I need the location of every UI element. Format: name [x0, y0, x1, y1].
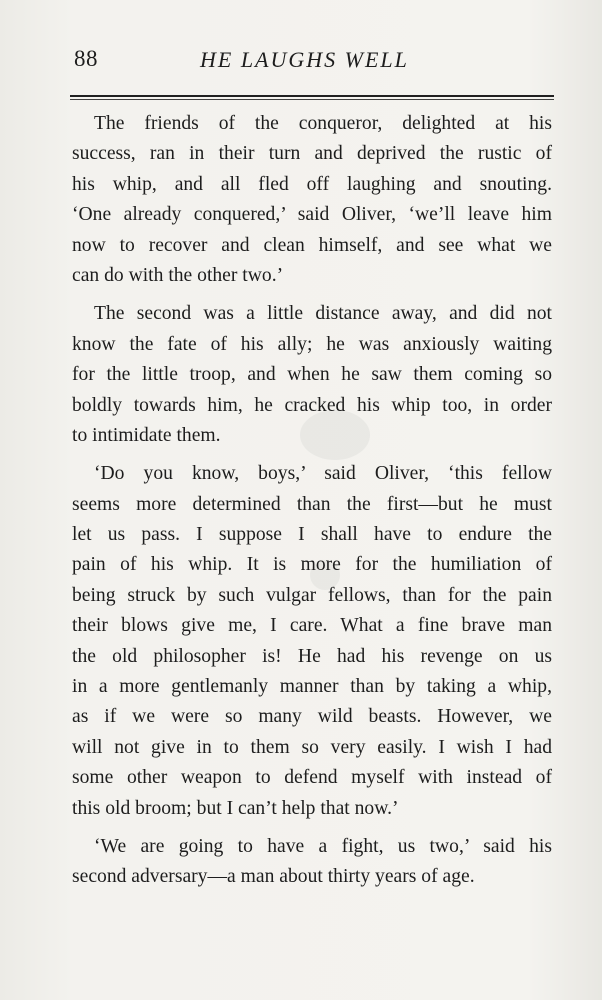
paragraph: [72, 109, 552, 291]
text-line: the old philosopher is! He had his revenge on us: [72, 645, 552, 667]
text-line: being struck by such vulgar fellows, than for the pain: [72, 584, 552, 606]
text-line: ‘We are going to have a fight, us two,’ said his: [94, 835, 552, 857]
page-header: [74, 46, 554, 86]
paragraph: [72, 459, 552, 824]
text-line: ‘One already conquered,’ said Oliver, ‘we’ll leave him: [72, 204, 552, 226]
running-head: HE LAUGHS WELL: [200, 47, 409, 72]
text-line: his whip, and all fled off laughing and snouting.: [72, 173, 552, 195]
text-line: can do with the other two.’: [72, 264, 284, 286]
text-line: know the fate of his ally; he was anxiously waiting: [72, 333, 552, 355]
text-line: pain of his whip. It is more for the humiliation of: [72, 554, 552, 576]
text-line: boldly towards him, he cracked his whip too, in order: [72, 394, 552, 416]
text-line: their blows give me, I care. What a fine brave man: [72, 615, 552, 637]
text-line: second adversary—a man about thirty years of age.: [72, 866, 475, 888]
paragraph: [72, 832, 552, 893]
text-line: to intimidate them.: [72, 424, 221, 446]
text-line: now to recover and clean himself, and see what we: [72, 234, 552, 256]
text-line: this old broom; but I can’t help that now.’: [72, 797, 399, 819]
header-rule-secondary: [70, 99, 554, 100]
text-line: The friends of the conqueror, delighted at his: [94, 113, 552, 134]
text-line: The second was a little distance away, and did not: [94, 303, 552, 325]
text-line: as if we were so many wild beasts. However, we: [72, 706, 552, 728]
text-line: let us pass. I suppose I shall have to endure the: [72, 524, 552, 546]
text-line: success, ran in their turn and deprived the rustic of: [72, 143, 552, 165]
paragraph: [72, 299, 552, 451]
header-rule: [70, 95, 554, 97]
page-number: 88: [74, 46, 98, 71]
text-line: for the little troop, and when he saw them coming so: [72, 364, 552, 386]
text-line: some other weapon to defend myself with instead of: [72, 767, 552, 789]
text-line: in a more gentlemanly manner than by taking a whip,: [72, 676, 552, 698]
text-line: will not give in to them so very easily. I wish I had: [72, 736, 552, 758]
text-line: seems more determined than the first—but he must: [72, 493, 552, 515]
body-text: [72, 109, 552, 893]
text-line: ‘Do you know, boys,’ said Oliver, ‘this fellow: [94, 463, 552, 485]
